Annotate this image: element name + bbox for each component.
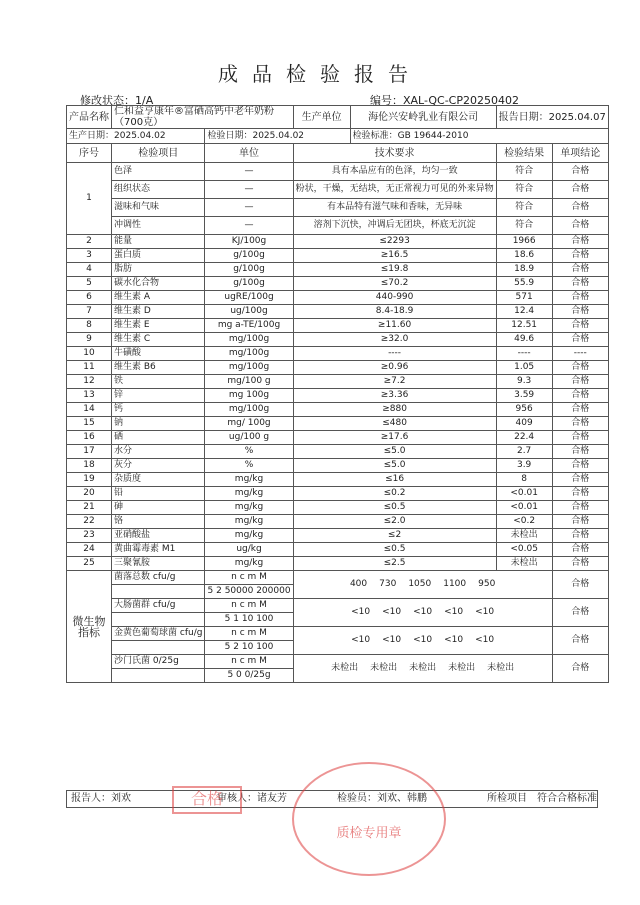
cell: 合格 — [552, 305, 608, 319]
cell: 22.4 — [496, 431, 552, 445]
revision-status: 修改状态：1/A — [80, 94, 154, 107]
cell: 2.7 — [496, 445, 552, 459]
cell: ≥16.5 — [293, 249, 496, 263]
row-no: 10 — [67, 347, 112, 361]
cell: ≤70.2 — [293, 277, 496, 291]
cell: 有本品特有滋气味和香味，无异味 — [293, 199, 496, 217]
table-row — [67, 375, 609, 389]
row-no: 19 — [67, 473, 112, 487]
cell: 钠 — [112, 417, 205, 431]
cell: 合格 — [552, 445, 608, 459]
cell: 合格 — [552, 543, 608, 557]
cell: ugRE/100g — [205, 291, 293, 305]
cell: ≥11.60 — [293, 319, 496, 333]
cell: ---- — [496, 347, 552, 361]
cell: 维生素 B6 — [112, 361, 205, 375]
row-no: 9 — [67, 333, 112, 347]
table-row — [67, 515, 609, 529]
cell: 滋味和气味 — [112, 199, 205, 217]
cell: mg/100g — [205, 361, 293, 375]
cell: ug/100 g — [205, 431, 293, 445]
row-no: 4 — [67, 263, 112, 277]
col-header: 检验结果 — [496, 144, 552, 163]
cell: ≤2293 — [293, 235, 496, 249]
table-row — [67, 557, 609, 571]
table-row — [67, 501, 609, 515]
cell: 合格 — [552, 431, 608, 445]
cell: g/100g — [205, 249, 293, 263]
cell: 合格 — [552, 515, 608, 529]
cell: 12.4 — [496, 305, 552, 319]
row-no: 21 — [67, 501, 112, 515]
cell: 合格 — [552, 403, 608, 417]
cell: 合格 — [552, 529, 608, 543]
cell: mg/100 g — [205, 375, 293, 389]
cell: 合格 — [552, 217, 608, 235]
pass-stamp: 合格 — [172, 786, 242, 814]
cell: 能量 — [112, 235, 205, 249]
cell: mg 100g — [205, 389, 293, 403]
report-date: 报告日期：2025.04.07 — [496, 106, 608, 129]
cell: 合格 — [552, 501, 608, 515]
micro-verdict: 合格 — [552, 627, 608, 655]
cell: 合格 — [552, 291, 608, 305]
product-label: 产品名称 — [67, 106, 112, 129]
cell: — — [205, 199, 293, 217]
cell: 合格 — [552, 417, 608, 431]
cell: 三聚氰胺 — [112, 557, 205, 571]
inspection-table — [66, 105, 609, 683]
cell: <0.01 — [496, 501, 552, 515]
row-no: 16 — [67, 431, 112, 445]
cell: mg/kg — [205, 529, 293, 543]
row-no: 5 — [67, 277, 112, 291]
report-serial: 编号：XAL-QC-CP20250402 — [370, 94, 519, 107]
table-row — [67, 263, 609, 277]
inspector: 检验员：刘欢、韩鹏 — [337, 793, 427, 804]
cell: 合格 — [552, 557, 608, 571]
cell: g/100g — [205, 263, 293, 277]
product-name: 仁和益亨康年®富硒高钙中老年奶粉（700克） — [112, 106, 294, 129]
row-no: 3 — [67, 249, 112, 263]
inspection-standard: 检验标准：GB 19644-2010 — [350, 129, 608, 144]
table-row — [67, 163, 609, 181]
table-row — [67, 277, 609, 291]
cell: 铬 — [112, 515, 205, 529]
table-row — [67, 417, 609, 431]
row-no: 15 — [67, 417, 112, 431]
cell: 符合 — [496, 181, 552, 199]
cell: 黄曲霉毒素 M1 — [112, 543, 205, 557]
cell: 亚硝酸盐 — [112, 529, 205, 543]
table-row — [67, 487, 609, 501]
cell: 合格 — [552, 235, 608, 249]
cell: 维生素 E — [112, 319, 205, 333]
cell: 色泽 — [112, 163, 205, 181]
col-header: 检验项目 — [112, 144, 205, 163]
col-header: 单位 — [205, 144, 293, 163]
cell: 合格 — [552, 361, 608, 375]
cell: 8 — [496, 473, 552, 487]
cell: ≤19.8 — [293, 263, 496, 277]
table-row — [67, 459, 609, 473]
inspection-date: 检验日期：2025.04.02 — [205, 129, 350, 144]
cell: 合格 — [552, 199, 608, 217]
cell: 钙 — [112, 403, 205, 417]
cell: 9.3 — [496, 375, 552, 389]
col-header: 单项结论 — [552, 144, 608, 163]
cell: % — [205, 459, 293, 473]
cell: 956 — [496, 403, 552, 417]
cell: 1.05 — [496, 361, 552, 375]
row-no: 14 — [67, 403, 112, 417]
cell: ≤0.5 — [293, 543, 496, 557]
conclusion: 所检项目 符合合格标准 — [487, 793, 597, 804]
row-no: 7 — [67, 305, 112, 319]
cell: 合格 — [552, 277, 608, 291]
cell: 409 — [496, 417, 552, 431]
row-no: 1 — [67, 163, 112, 235]
cell: ≤5.0 — [293, 445, 496, 459]
plan-values: 5 1 10 100 — [205, 613, 293, 627]
cell: mg a-TE/100g — [205, 319, 293, 333]
reviewer: 审核人：诸友芳 — [217, 793, 287, 804]
micro-verdict: 合格 — [552, 655, 608, 683]
table-row — [67, 199, 609, 217]
cell: 维生素 A — [112, 291, 205, 305]
cell: — — [205, 217, 293, 235]
cell: ug/kg — [205, 543, 293, 557]
cell: ≤2.5 — [293, 557, 496, 571]
row-no: 18 — [67, 459, 112, 473]
cell: ≥7.2 — [293, 375, 496, 389]
cell: 组织状态 — [112, 181, 205, 199]
cell: 合格 — [552, 389, 608, 403]
cell: 砷 — [112, 501, 205, 515]
cell: ≥0.96 — [293, 361, 496, 375]
cell: ug/100g — [205, 305, 293, 319]
cell: 碳水化合物 — [112, 277, 205, 291]
cell: 合格 — [552, 459, 608, 473]
table-row — [67, 473, 609, 487]
cell: mg/kg — [205, 515, 293, 529]
cell: ≥32.0 — [293, 333, 496, 347]
cell: mg/kg — [205, 487, 293, 501]
table-row — [67, 431, 609, 445]
cell: 合格 — [552, 487, 608, 501]
micro-results: 未检出 未检出 未检出 未检出 未检出 — [293, 655, 552, 683]
table-row — [67, 361, 609, 375]
cell: 符合 — [496, 163, 552, 181]
cell: 8.4-18.9 — [293, 305, 496, 319]
cell: 合格 — [552, 163, 608, 181]
micro-item: 大肠菌群 cfu/g — [112, 599, 205, 613]
report-title: 成品检验报告 — [218, 62, 422, 86]
cell: mg/ 100g — [205, 417, 293, 431]
row-no: 8 — [67, 319, 112, 333]
cell: 冲调性 — [112, 217, 205, 235]
cell: 合格 — [552, 181, 608, 199]
cell: 49.6 — [496, 333, 552, 347]
table-row — [67, 249, 609, 263]
table-row — [67, 347, 609, 361]
cell: mg/100g — [205, 347, 293, 361]
micro-item: 菌落总数 cfu/g — [112, 571, 205, 585]
micro-item: 金黄色葡萄球菌 cfu/g — [112, 627, 205, 641]
table-row — [67, 445, 609, 459]
cell: 维生素 C — [112, 333, 205, 347]
cell: mg/100g — [205, 403, 293, 417]
cell: mg/kg — [205, 473, 293, 487]
cell: KJ/100g — [205, 235, 293, 249]
cell: ≤2.0 — [293, 515, 496, 529]
table-row — [67, 181, 609, 199]
cell: 未检出 — [496, 557, 552, 571]
cell: ---- — [552, 347, 608, 361]
cell: % — [205, 445, 293, 459]
row-no: 25 — [67, 557, 112, 571]
table-row — [67, 217, 609, 235]
cell: 蛋白质 — [112, 249, 205, 263]
plan-values: 5 2 50000 200000 — [205, 585, 293, 599]
cell: — — [205, 181, 293, 199]
cell: 锌 — [112, 389, 205, 403]
cell: 铁 — [112, 375, 205, 389]
cell: 杂质度 — [112, 473, 205, 487]
micro-results: <10 <10 <10 <10 <10 — [293, 627, 552, 655]
plan-values: 5 2 10 100 — [205, 641, 293, 655]
cell: ≤0.2 — [293, 487, 496, 501]
cell: 符合 — [496, 217, 552, 235]
table-row — [67, 235, 609, 249]
cell: 脂肪 — [112, 263, 205, 277]
table-row — [67, 291, 609, 305]
row-no: 6 — [67, 291, 112, 305]
producer-label: 生产单位 — [293, 106, 350, 129]
col-header: 技术要求 — [293, 144, 496, 163]
cell: 12.51 — [496, 319, 552, 333]
row-no: 2 — [67, 235, 112, 249]
cell: 具有本品应有的色泽，均匀一致 — [293, 163, 496, 181]
cell: ---- — [293, 347, 496, 361]
cell: ≥880 — [293, 403, 496, 417]
row-no: 13 — [67, 389, 112, 403]
cell: ≤480 — [293, 417, 496, 431]
cell: 3.9 — [496, 459, 552, 473]
cell: 灰分 — [112, 459, 205, 473]
cell: 符合 — [496, 199, 552, 217]
producer-name: 海伦兴安岭乳业有限公司 — [350, 106, 496, 129]
cell: 1966 — [496, 235, 552, 249]
micro-results: <10 <10 <10 <10 <10 — [293, 599, 552, 627]
cell: 铅 — [112, 487, 205, 501]
cell: 合格 — [552, 473, 608, 487]
cell: mg/kg — [205, 501, 293, 515]
micro-item: 沙门氏菌 0/25g — [112, 655, 205, 669]
table-row — [67, 529, 609, 543]
production-date: 生产日期：2025.04.02 — [67, 129, 205, 144]
cell: mg/kg — [205, 557, 293, 571]
plan-head: n c m M — [205, 655, 293, 669]
plan-head: n c m M — [205, 627, 293, 641]
cell: 合格 — [552, 333, 608, 347]
plan-head: n c m M — [205, 571, 293, 585]
micro-verdict: 合格 — [552, 599, 608, 627]
cell: 合格 — [552, 319, 608, 333]
micro-results: 400 730 1050 1100 950 — [293, 571, 552, 599]
cell: 水分 — [112, 445, 205, 459]
cell: 粉状，干燥，无结块，无正常视力可见的外来异物 — [293, 181, 496, 199]
cell: 合格 — [552, 375, 608, 389]
cell: 硒 — [112, 431, 205, 445]
table-row — [67, 403, 609, 417]
plan-values: 5 0 0/25g — [205, 669, 293, 683]
cell: ≤16 — [293, 473, 496, 487]
cell: ≤5.0 — [293, 459, 496, 473]
cell: 3.59 — [496, 389, 552, 403]
cell: 合格 — [552, 263, 608, 277]
table-row — [67, 389, 609, 403]
cell: 440-990 — [293, 291, 496, 305]
cell: 未检出 — [496, 529, 552, 543]
cell: g/100g — [205, 277, 293, 291]
cell: — — [205, 163, 293, 181]
cell: 18.9 — [496, 263, 552, 277]
row-no: 17 — [67, 445, 112, 459]
quality-seal: 质检专用章 — [292, 762, 446, 876]
cell: 牛磺酸 — [112, 347, 205, 361]
table-row — [67, 305, 609, 319]
cell: ≥17.6 — [293, 431, 496, 445]
cell: 55.9 — [496, 277, 552, 291]
cell: <0.05 — [496, 543, 552, 557]
table-row — [67, 543, 609, 557]
col-header: 序号 — [67, 144, 112, 163]
table-row — [67, 319, 609, 333]
cell: 合格 — [552, 249, 608, 263]
cell: 溶剂下沉快，冲调后无团块，杯底无沉淀 — [293, 217, 496, 235]
table-row — [67, 333, 609, 347]
row-no: 11 — [67, 361, 112, 375]
cell: ≤0.5 — [293, 501, 496, 515]
micro-verdict: 合格 — [552, 571, 608, 599]
row-no: 20 — [67, 487, 112, 501]
cell: 571 — [496, 291, 552, 305]
plan-head: n c m M — [205, 599, 293, 613]
cell: 18.6 — [496, 249, 552, 263]
row-no: 12 — [67, 375, 112, 389]
row-no: 22 — [67, 515, 112, 529]
cell: <0.01 — [496, 487, 552, 501]
row-no: 24 — [67, 543, 112, 557]
cell: mg/100g — [205, 333, 293, 347]
reporter: 报告人：刘欢 — [71, 793, 131, 804]
cell: ≥3.36 — [293, 389, 496, 403]
row-no: 23 — [67, 529, 112, 543]
cell: <0.2 — [496, 515, 552, 529]
micro-label: 微生物指标 — [67, 571, 112, 683]
cell: 维生素 D — [112, 305, 205, 319]
cell: ≤2 — [293, 529, 496, 543]
